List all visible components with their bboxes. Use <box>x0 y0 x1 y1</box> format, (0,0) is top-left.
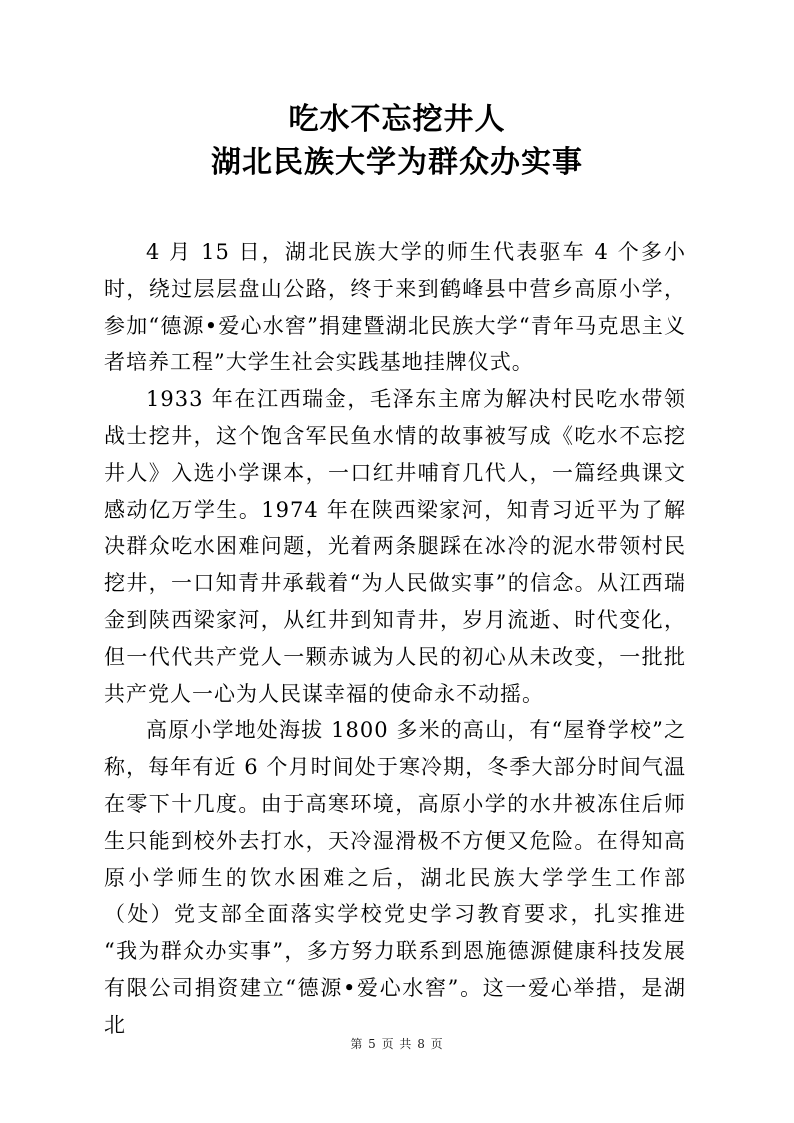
paragraph-3: 高原小学地处海拔 1800 多米的高山，有“屋脊学校”之称，每年有近 6 个月时间处于寒冷期，冬季大部分时间气温在零下十几度。由于高寒环境，高原小学的水井被冻住后师生只能到校外去打水，天冷湿滑极不方便又危险。在得知高原小学师生的饮水困难之后，湖北民族大学学生工作部（处）党支部全面落实学校党史学习教育要求，扎实推进“我为群众办实事”，多方努力联系到恩施德源健康科技发展有限公司捐资建立“德源•爱心水窖”。这一爱心举措，是湖北 <box>104 718 686 1037</box>
document-body <box>104 234 686 1044</box>
paragraph-2: 1933 年在江西瑞金，毛泽东主席为解决村民吃水带领战士挖井，这个饱含军民鱼水情的故事被写成《吃水不忘挖井人》入选小学课本，一口红井哺育几代人，一篇经典课文感动亿万学生。1974 年在陕西梁家河，知青习近平为了解决群众吃水困难问题，光着两条腿踩在冰冷的泥水带领村民挖井，一口知青井承载着“为人民做实事”的信念。从江西瑞金到陕西梁家河，从红井到知青井，岁月流逝、时代变化，但一代代共产党人一颗赤诚为人民的初心从未改变，一批批共产党人一心为人民谋幸福的使命永不动摇。 <box>104 387 686 706</box>
page-footer <box>0 1036 794 1053</box>
title-line-2: 湖北民族大学为群众办实事 <box>211 145 583 180</box>
page-number-text: 第 5 页 共 8 页 <box>350 1037 444 1051</box>
paragraph-1: 4 月 15 日，湖北民族大学的师生代表驱车 4 个多小时，绕过层层盘山公路，终于来到鹤峰县中营乡高原小学，参加“德源•爱心水窖”捐建暨湖北民族大学“青年马克思主义者培养工程”大学生社会实践基地挂牌仪式。 <box>104 240 686 375</box>
title-line-1: 吃水不忘挖井人 <box>288 102 506 137</box>
document-title <box>0 98 794 184</box>
